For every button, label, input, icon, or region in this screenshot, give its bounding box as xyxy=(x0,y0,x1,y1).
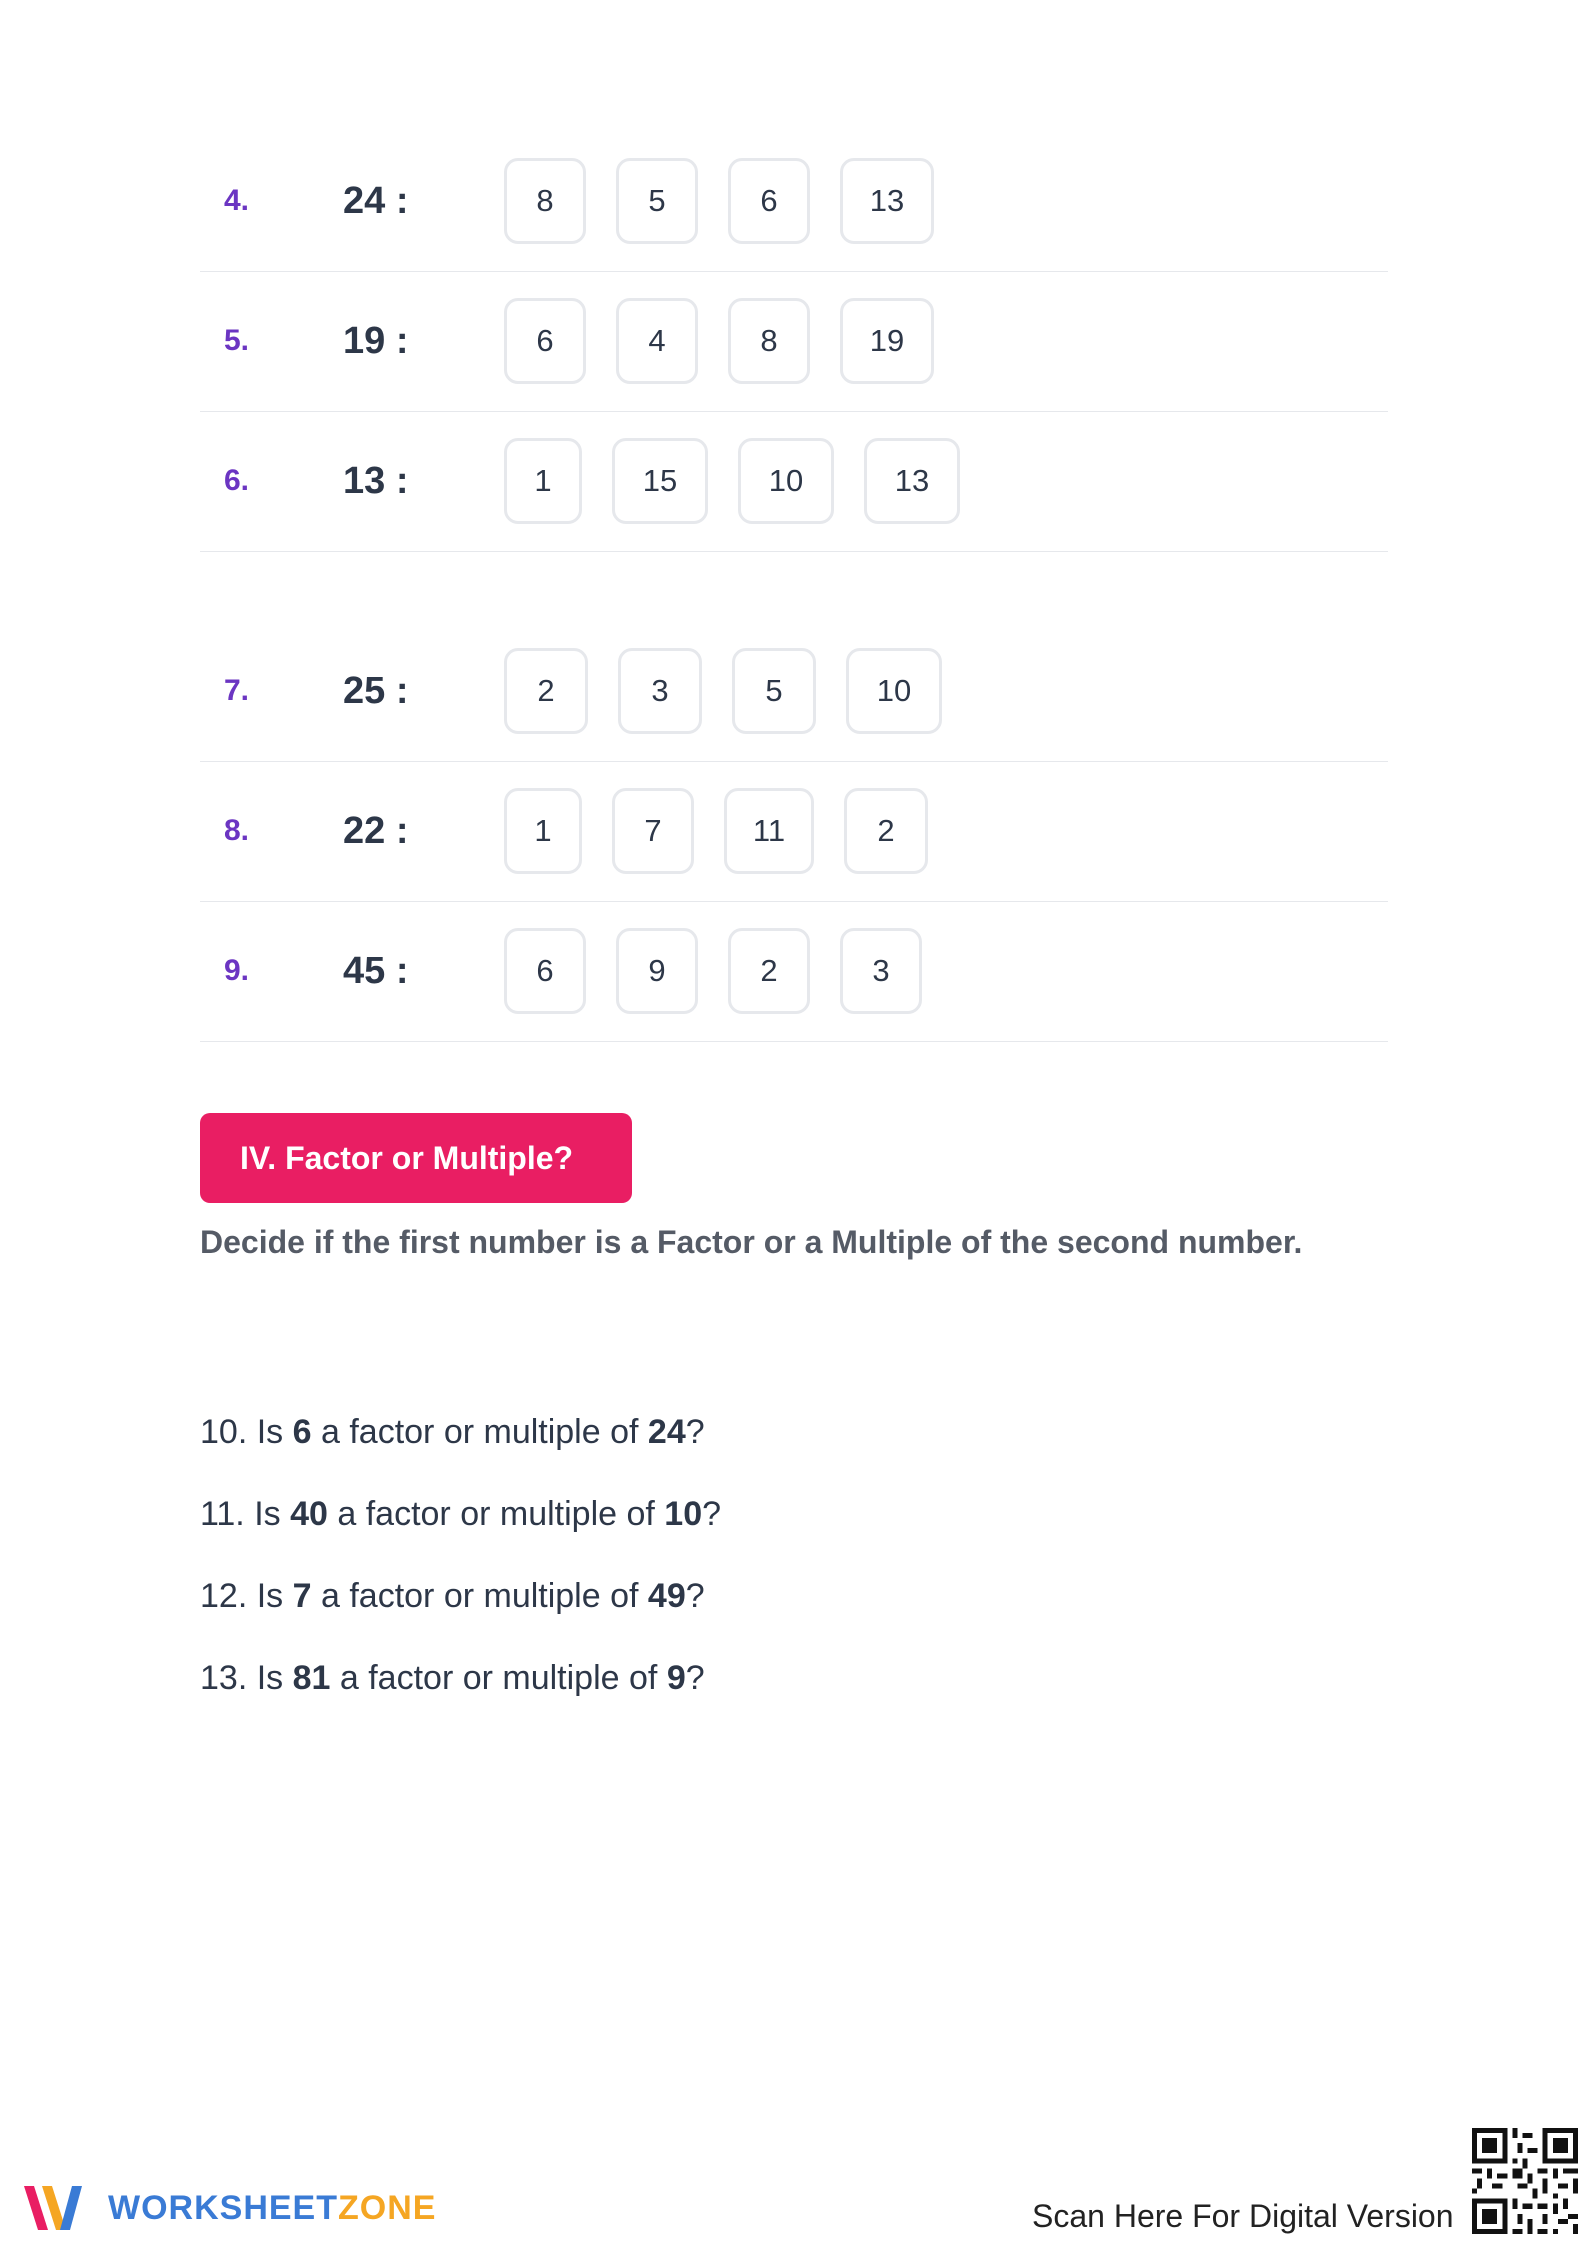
question-value: 22 : xyxy=(343,810,409,852)
question-row xyxy=(200,761,1388,902)
answer-choices xyxy=(504,131,934,271)
choice-box[interactable]: 4 xyxy=(616,298,698,384)
question-row xyxy=(200,621,1388,762)
choice-box[interactable]: 10 xyxy=(846,648,942,734)
question-mid: a factor or multiple of xyxy=(327,1495,665,1533)
choice-box[interactable]: 8 xyxy=(504,158,586,244)
question-value: 24 : xyxy=(343,180,409,222)
answer-choices xyxy=(504,761,928,901)
question-prefix: 13. Is xyxy=(200,1659,293,1697)
question-prefix: 12. Is xyxy=(200,1577,293,1615)
question-mid: a factor or multiple of xyxy=(330,1659,667,1697)
question-number: 6. xyxy=(224,464,250,497)
choice-box[interactable]: 9 xyxy=(616,928,698,1014)
question-number-b: 24 xyxy=(647,1413,686,1451)
scan-caption: Scan Here For Digital Version xyxy=(1032,2198,1454,2234)
choice-box[interactable]: 6 xyxy=(504,298,586,384)
question-prefix: 10. Is xyxy=(200,1413,293,1451)
question-number-a: 6 xyxy=(292,1413,312,1451)
question-line xyxy=(200,1659,705,1698)
question-suffix: ? xyxy=(685,1577,705,1615)
question-prefix: 11. Is xyxy=(200,1495,291,1533)
logo-text-part1: WORKSHEET xyxy=(108,2188,338,2227)
logo-text-part2: ZONE xyxy=(338,2188,437,2227)
choice-box[interactable]: 11 xyxy=(724,788,814,874)
question-line xyxy=(200,1577,705,1616)
question-suffix: ? xyxy=(702,1495,722,1533)
choice-box[interactable]: 13 xyxy=(864,438,960,524)
question-number: 9. xyxy=(224,954,250,987)
question-line xyxy=(200,1413,705,1452)
answer-choices xyxy=(504,901,922,1041)
choice-box[interactable]: 2 xyxy=(728,928,810,1014)
question-number: 5. xyxy=(224,324,250,357)
choice-box[interactable]: 15 xyxy=(612,438,708,524)
question-row xyxy=(200,271,1388,412)
question-suffix: ? xyxy=(685,1659,705,1697)
answer-choices xyxy=(504,621,942,761)
question-mid: a factor or multiple of xyxy=(311,1577,648,1615)
question-value: 19 : xyxy=(343,320,409,362)
question-mid: a factor or multiple of xyxy=(311,1413,648,1451)
question-number-b: 10 xyxy=(664,1495,703,1533)
question-number: 7. xyxy=(224,674,250,707)
question-value: 25 : xyxy=(343,670,409,712)
answer-choices xyxy=(504,271,934,411)
qr-code-icon[interactable] xyxy=(1472,2128,1578,2234)
question-number-a: 81 xyxy=(292,1659,331,1697)
logo-text xyxy=(108,2189,436,2228)
question-number: 4. xyxy=(224,184,250,217)
choice-box[interactable]: 6 xyxy=(728,158,810,244)
question-number-b: 9 xyxy=(666,1659,686,1697)
choice-box[interactable]: 1 xyxy=(504,438,582,524)
question-number: 8. xyxy=(224,814,250,847)
question-row xyxy=(200,131,1388,272)
question-number-b: 49 xyxy=(647,1577,686,1615)
choice-box[interactable]: 13 xyxy=(840,158,934,244)
choice-box[interactable]: 8 xyxy=(728,298,810,384)
question-suffix: ? xyxy=(685,1413,705,1451)
choice-box[interactable]: 5 xyxy=(616,158,698,244)
choice-box[interactable]: 10 xyxy=(738,438,834,524)
choice-box[interactable]: 19 xyxy=(840,298,934,384)
choice-box[interactable]: 5 xyxy=(732,648,816,734)
choice-box[interactable]: 3 xyxy=(840,928,922,1014)
choice-box[interactable]: 3 xyxy=(618,648,702,734)
choice-box[interactable]: 1 xyxy=(504,788,582,874)
choice-box[interactable]: 6 xyxy=(504,928,586,1014)
question-value: 13 : xyxy=(343,460,409,502)
question-number-a: 40 xyxy=(290,1495,328,1533)
choice-box[interactable]: 7 xyxy=(612,788,694,874)
section-instructions: Decide if the first number is a Factor or a Multiple of the second number. xyxy=(200,1224,1303,1260)
choice-box[interactable]: 2 xyxy=(504,648,588,734)
worksheetzone-w-logo-icon xyxy=(20,2180,96,2236)
question-row xyxy=(200,901,1388,1042)
question-line xyxy=(200,1495,721,1534)
choice-box[interactable]: 2 xyxy=(844,788,928,874)
section-title-badge: IV. Factor or Multiple? xyxy=(200,1113,632,1203)
question-row xyxy=(200,411,1388,552)
question-number-a: 7 xyxy=(292,1577,312,1615)
question-value: 45 : xyxy=(343,950,409,992)
worksheetzone-logo[interactable] xyxy=(20,2180,436,2236)
answer-choices xyxy=(504,411,960,551)
